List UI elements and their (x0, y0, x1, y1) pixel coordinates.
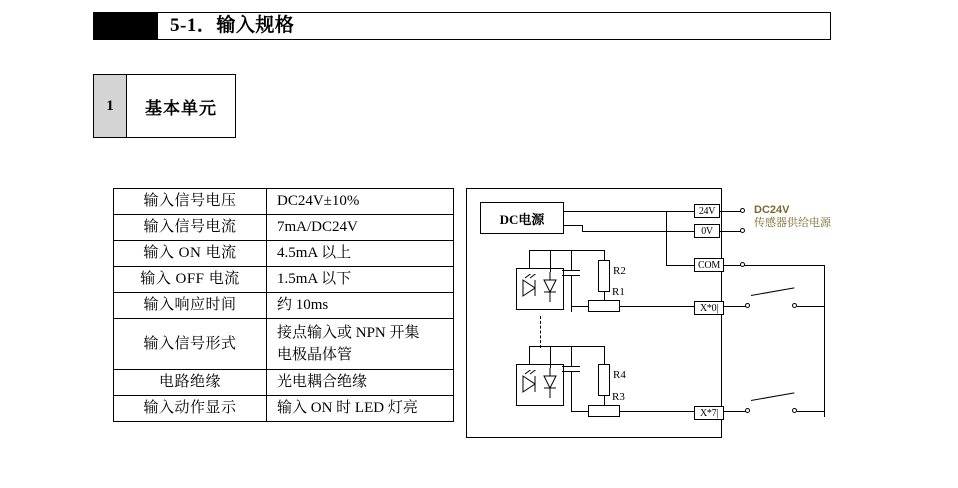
spec-value: 约 10ms (267, 293, 454, 319)
wire-cap-top-down (571, 275, 572, 310)
input-circuit-diagram (466, 188, 840, 438)
wire-cap-top-up (571, 250, 572, 270)
table-row (114, 370, 454, 396)
spec-value-line1: 接点输入或 NPN 开集 (277, 325, 420, 341)
terminal-com: COM (694, 258, 724, 272)
resistor-r2 (598, 260, 610, 292)
wire-r3-to-x7 (620, 411, 694, 412)
terminal-0v: 0V (694, 224, 720, 238)
wire-to-0v (582, 231, 694, 232)
resistor-r1 (588, 300, 620, 312)
wire-dc-to-24v (564, 211, 694, 212)
resistor-r3-label: R3 (612, 391, 625, 403)
dc-power-box: DC电源 (480, 202, 564, 234)
terminal-dot-24v (740, 208, 745, 213)
sensor-supply-note (754, 204, 831, 230)
wire-cap-bottom-down (571, 371, 572, 411)
wire-r1-node (571, 306, 572, 312)
switch-blade-x0 (751, 287, 795, 296)
capacitor-plate-top-1 (562, 270, 580, 271)
table-row (114, 396, 454, 422)
resistor-r2-label: R2 (613, 265, 626, 277)
switch-blade-x7 (751, 392, 795, 401)
sensor-note-line1: DC24V (754, 204, 790, 216)
table-row (114, 319, 454, 370)
header-black-block (94, 13, 158, 39)
table-row (114, 241, 454, 267)
resistor-r3 (588, 405, 620, 417)
wire-dc-bottom (564, 225, 582, 226)
resistor-r4-label: R4 (613, 369, 626, 381)
wire-bottom-led-in (529, 346, 530, 364)
wire-bus-to-com (666, 265, 694, 266)
spec-label: 输入信号电流 (114, 215, 267, 241)
wire-bottom-upper (529, 346, 604, 347)
wire-x7-to-rail (797, 411, 824, 412)
dashed-continuation (540, 316, 541, 348)
spec-value: 4.5mA 以上 (267, 241, 454, 267)
spec-label: 电路绝缘 (114, 370, 267, 396)
spec-value: DC24V±10% (267, 189, 454, 215)
section-header-bar (93, 12, 831, 40)
section-label: 基本单元 (145, 98, 217, 118)
wire-0v-out (720, 231, 742, 232)
terminal-dot-0v (740, 228, 745, 233)
wire-top-upper (529, 250, 604, 251)
spec-value: 光电耦合绝缘 (267, 370, 454, 396)
switch-node-x7-left (745, 408, 750, 413)
section-box (93, 74, 236, 138)
input-spec-table (113, 188, 454, 422)
section-number: 1 (94, 75, 127, 137)
wire-x7-out (724, 411, 746, 412)
terminal-x7: X*7| (694, 406, 724, 420)
terminal-x0: X*0| (694, 301, 724, 315)
phototransistor-top (540, 272, 562, 306)
table-row (114, 267, 454, 293)
led-symbol-top (519, 274, 539, 304)
page-title: 5-1．输入规格 (170, 15, 295, 36)
spec-label: 输入信号形式 (114, 319, 267, 370)
spec-label: 输入信号电压 (114, 189, 267, 215)
spec-value (267, 319, 454, 370)
table-row (114, 189, 454, 215)
spec-value: 输入 ON 时 LED 灯亮 (267, 396, 454, 422)
capacitor-plate-bottom-1 (562, 366, 580, 367)
table-row (114, 293, 454, 319)
resistor-r1-label: R1 (612, 286, 625, 298)
terminal-24v: 24V (694, 204, 720, 218)
wire-com-out (724, 265, 824, 266)
wire-r1-to-x0 (620, 306, 694, 307)
spec-label: 输入动作显示 (114, 396, 267, 422)
phototransistor-bottom (540, 368, 562, 402)
led-symbol-bottom (519, 370, 539, 400)
table-row (114, 215, 454, 241)
spec-value: 7mA/DC24V (267, 215, 454, 241)
wire-r1-left (571, 306, 588, 307)
switch-node-x0-left (745, 303, 750, 308)
spec-value: 1.5mA 以下 (267, 267, 454, 293)
wire-x0-to-rail (797, 306, 824, 307)
spec-label: 输入 OFF 电流 (114, 267, 267, 293)
spec-label: 输入 ON 电流 (114, 241, 267, 267)
wire-r3-left (571, 411, 588, 412)
wire-top-cap-left (550, 250, 551, 272)
wire-right-rail (824, 265, 825, 417)
spec-value-line2: 电极晶体管 (277, 347, 353, 363)
resistor-r4 (598, 364, 610, 396)
terminal-dot-com (740, 262, 745, 267)
sensor-note-line2: 传感器供给电源 (754, 217, 831, 229)
wire-top-led-in (529, 250, 530, 268)
wire-x0-out (724, 306, 746, 307)
wire-cap-bottom-up (571, 346, 572, 366)
wire-24v-out (720, 211, 742, 212)
wire-bottom-cap-left (550, 346, 551, 368)
wire-bus-vertical (666, 211, 667, 265)
spec-label: 输入响应时间 (114, 293, 267, 319)
